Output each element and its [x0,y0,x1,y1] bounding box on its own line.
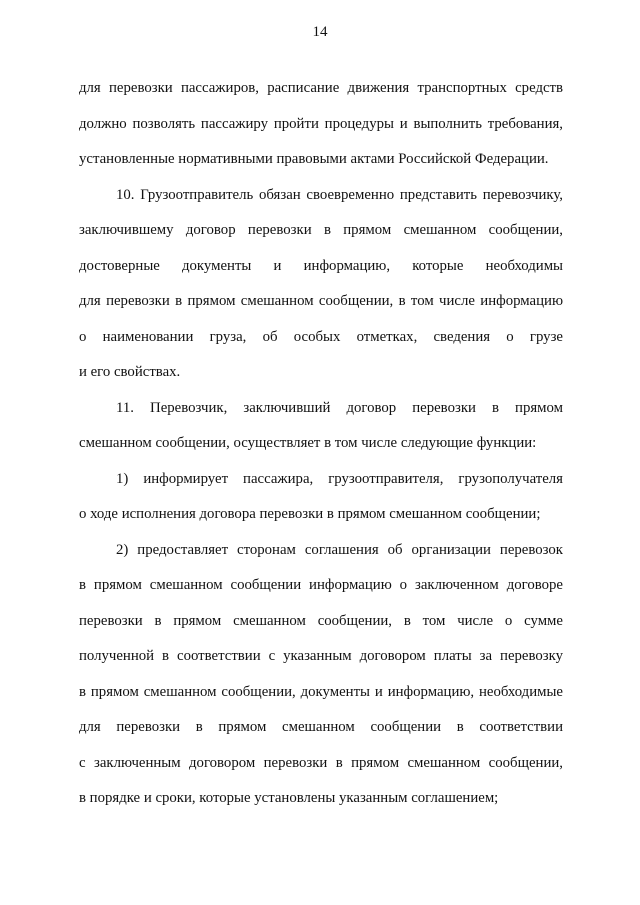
text-line: с заключенным договором перевозки в прямом смешанном сообщении, [79,754,563,771]
text-line: перевозки в прямом смешанном сообщении, в том числе о сумме [79,612,563,629]
text-line: установленные нормативными правовыми актами Российской Федерации. [79,151,549,167]
paragraph-continuation [79,71,563,178]
text-line: полученной в соответствии с указанным договором платы за перевозку [79,648,563,664]
text-line: в прямом смешанном сообщении, документы и информацию, необходимые [79,683,563,700]
paragraph-subitem-2 [79,533,563,817]
paragraph-item-11 [79,391,563,462]
text-line: заключившему договор перевозки в прямом смешанном сообщении, [79,222,563,238]
text-line: 1) информирует пассажира, грузоотправителя, грузополучателя [116,470,563,487]
text-line: о наименовании груза, об особых отметках, сведения о грузе [79,328,563,345]
page-number: 14 [312,24,328,40]
text-line: 11. Перевозчик, заключивший договор перевозки в прямом [116,399,563,416]
text-line: 2) предоставляет сторонам соглашения об организации перевозок [116,541,563,558]
text-line: в порядке и сроки, которые установлены указанным соглашением; [79,790,499,806]
text-line: для перевозки в прямом смешанном сообщении в соответствии [79,719,563,735]
text-line: в прямом смешанном сообщении информацию о заключенном договоре [79,577,563,593]
paragraph-item-10 [79,178,563,391]
text-line: для перевозки пассажиров, расписание движения транспортных средств [79,80,563,96]
text-line: достоверные документы и информацию, которые необходимы [79,257,563,274]
text-line: для перевозки в прямом смешанном сообщении, в том числе информацию [79,293,563,309]
text-line: о ходе исполнения договора перевозки в прямом смешанном сообщении; [79,506,541,522]
text-line: и его свойствах. [79,364,181,380]
document-body [79,71,563,817]
text-line: смешанном сообщении, осуществляет в том числе следующие функции: [79,435,537,451]
text-line: 10. Грузоотправитель обязан своевременно представить перевозчику, [116,186,563,203]
text-line: должно позволять пассажиру пройти процедуры и выполнить требования, [79,115,563,132]
paragraph-subitem-1 [79,462,563,533]
